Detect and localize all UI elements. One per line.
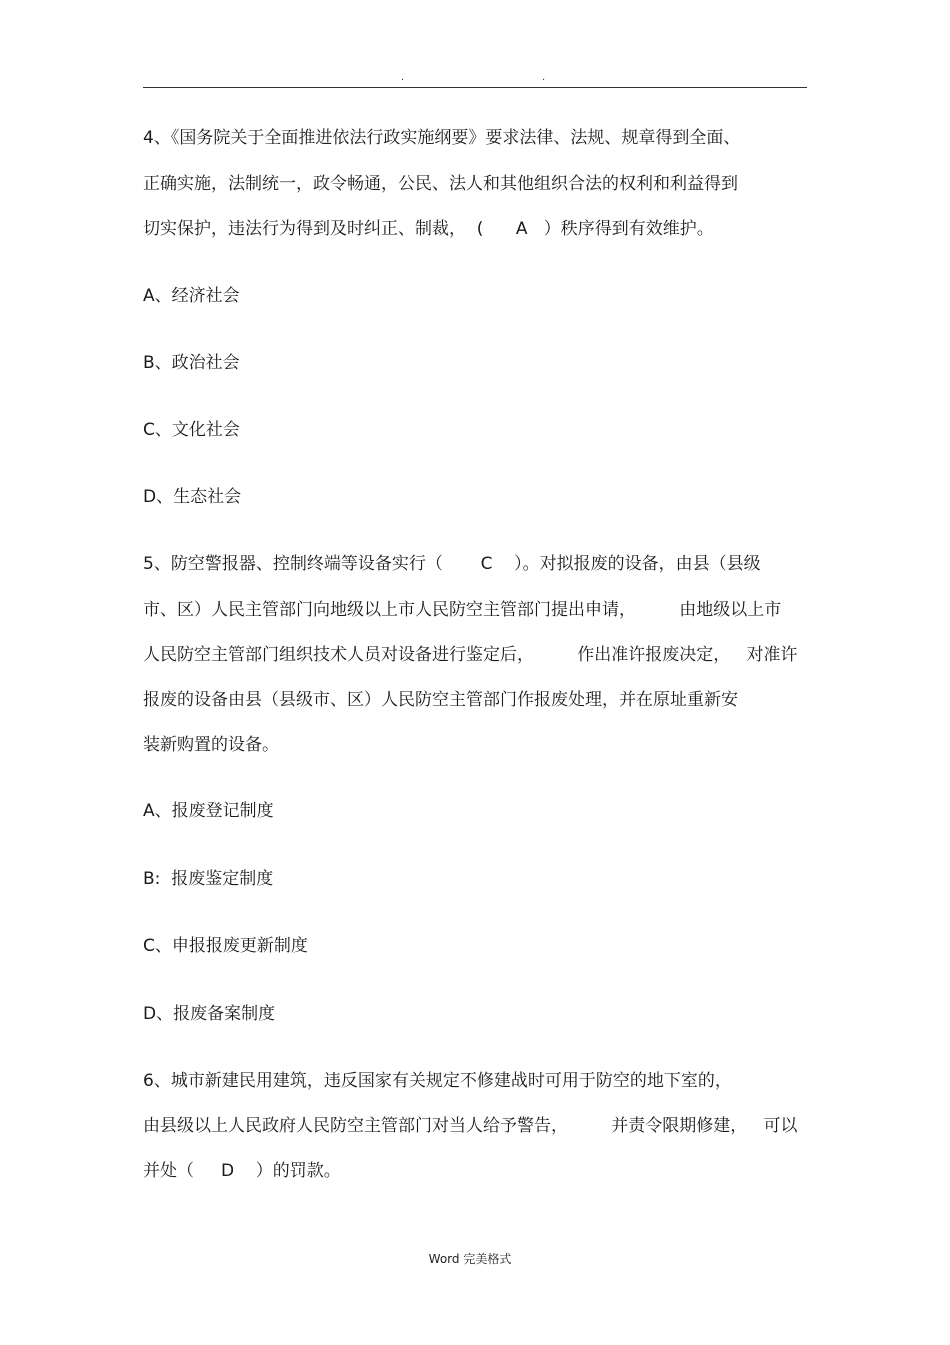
q5-option-c: C、申报报废更新制度	[143, 936, 308, 956]
q5-option-b: B: 报废鉴定制度	[143, 869, 274, 889]
q6-stem-line-3: 并处（ D ）的罚款。	[143, 1161, 341, 1181]
header-dot-right: .	[542, 72, 546, 83]
q6-stem-line-2: 由县级以上人民政府人民防空主管部门对当人给予警告， 并责令限期修建， 可以	[143, 1116, 798, 1136]
q5-option-a: A、报废登记制度	[143, 801, 274, 821]
q5-stem-line-5: 装新购置的设备。	[143, 735, 279, 755]
q5-stem-line-3: 人民防空主管部门组织技术人员对设备进行鉴定后， 作出准许报废决定， 对准许	[143, 645, 798, 665]
q4-stem-line-3: 切实保护，违法行为得到及时纠正、制裁， ( A ）秩序得到有效维护。	[143, 219, 714, 239]
header-dot-left: .	[401, 72, 405, 83]
q4-option-a: A、经济社会	[143, 286, 240, 306]
header-rule	[143, 87, 807, 88]
q5-stem-line-4: 报废的设备由县（县级市、区）人民防空主管部门作报废处理，并在原址重新安	[143, 690, 738, 710]
q5-stem-line-1: 5、防空警报器、控制终端等设备实行（ C ）。对拟报废的设备，由县（县级	[143, 554, 761, 574]
footer-text: Word 完美格式	[428, 1252, 512, 1266]
q5-option-d: D、报废备案制度	[143, 1004, 276, 1024]
page-header	[0, 72, 950, 86]
page-footer	[0, 1250, 950, 1267]
q4-stem-line-1: 4、《国务院关于全面推进依法行政实施纲要》要求法律、法规、规章得到全面、	[143, 128, 741, 148]
q5-stem-line-2: 市、区）人民主管部门向地级以上市人民防空主管部门提出申请， 由地级以上市	[143, 600, 782, 620]
q4-option-b: B、政治社会	[143, 353, 240, 373]
q4-option-d: D、生态社会	[143, 487, 242, 507]
q4-stem-line-2: 正确实施，法制统一，政令畅通，公民、法人和其他组织合法的权利和利益得到	[143, 174, 738, 194]
q6-stem-line-1: 6、城市新建民用建筑，违反国家有关规定不修建战时可用于防空的地下室的，	[143, 1071, 732, 1091]
q4-option-c: C、文化社会	[143, 420, 240, 440]
